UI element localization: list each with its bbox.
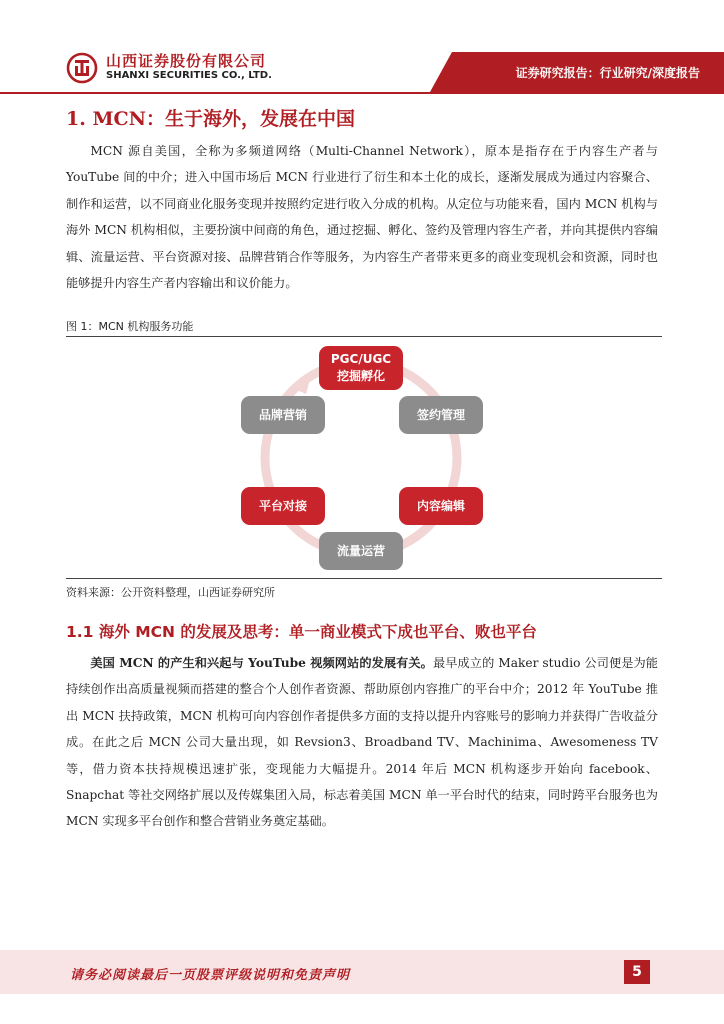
section-1-heading: 1. MCN：生于海外，发展在中国 (66, 108, 355, 130)
node-pgc-ugc-incubation (319, 346, 403, 390)
company-name-en: SHANXI SECURITIES CO., LTD. (106, 70, 272, 81)
node-brand-marketing: 品牌营销 (241, 396, 325, 434)
node-contract-management: 签约管理 (399, 396, 483, 434)
footer-disclaimer: 请务必阅读最后一页股票评级说明和免责声明 (70, 968, 351, 983)
section-1-1-body: 最早成立的 Maker studio 公司便是为能持续创作出高质量视频而搭建的整合个人创作者资源、帮助原创内容推广的平台中介；2012 年 YouTube 推出 MCN 扶持政策，MCN 机构可向内容创作者提供多方面的支持以提升内容账号的影响力并获得广告收益分成。在此之后 MCN 公司大量出现，如 Revsion3、Broadband TV、Machinima、Awesomeness TV 等，借力资本扶持规模迅速扩张，变现能力大幅提升。2014 年后 MCN 机构逐步开始向 facebook、Snapchat 等社交网络扩展以及传媒集团入局，标志着美国 MCN 单一平台时代的结束，同时跨平台服务也为 MCN 实现多平台创作和整合营销业务奠定基础。 (66, 656, 658, 829)
section-1-1-paragraph (66, 650, 658, 835)
figure-1-caption: 图 1：MCN 机构服务功能 (66, 320, 194, 333)
node-top-line1: PGC/UGC (330, 352, 392, 366)
company-name-cn: 山西证券股份有限公司 (106, 52, 267, 70)
report-category: 证券研究报告：行业研究/深度报告 (515, 66, 700, 80)
figure-bottom-rule (66, 578, 662, 579)
section-1-1-lead: 美国 MCN 的产生和兴起与 YouTube 视频网站的发展有关。 (90, 656, 433, 670)
node-traffic-operation: 流量运营 (319, 532, 403, 570)
section-1-1-heading: 1.1 海外 MCN 的发展及思考：单一商业模式下成也平台、败也平台 (66, 623, 537, 641)
section-1-paragraph: MCN 源自美国，全称为多频道网络（Multi-Channel Network），原本是指存在于内容生产者与 YouTube 间的中介；进入中国市场后 MCN 行业进行了衍生和本土化的成长，逐渐发展成为通过内容聚合、制作和运营，以不同商业化服务变现并按照约定进行收入分成的机构。从定位与功能来看，国内 MCN 机构与海外 MCN 机构相似，主要扮演中间商的角色，通过挖掘、孵化、签约及管理内容生产者，并向其提供内容编辑、流量运营、平台资源对接、品牌营销合作等服务，为内容生产者带来更多的商业变现机会和资源，同时也能够提升内容生产者内容输出和议价能力。 (66, 144, 658, 291)
node-content-editing: 内容编辑 (399, 487, 483, 525)
node-platform-docking: 平台对接 (241, 487, 325, 525)
node-top-line2: 挖掘孵化 (336, 369, 385, 383)
figure-1-source: 资料来源：公开资料整理，山西证券研究所 (66, 586, 275, 599)
page-number: 5 (624, 960, 650, 984)
